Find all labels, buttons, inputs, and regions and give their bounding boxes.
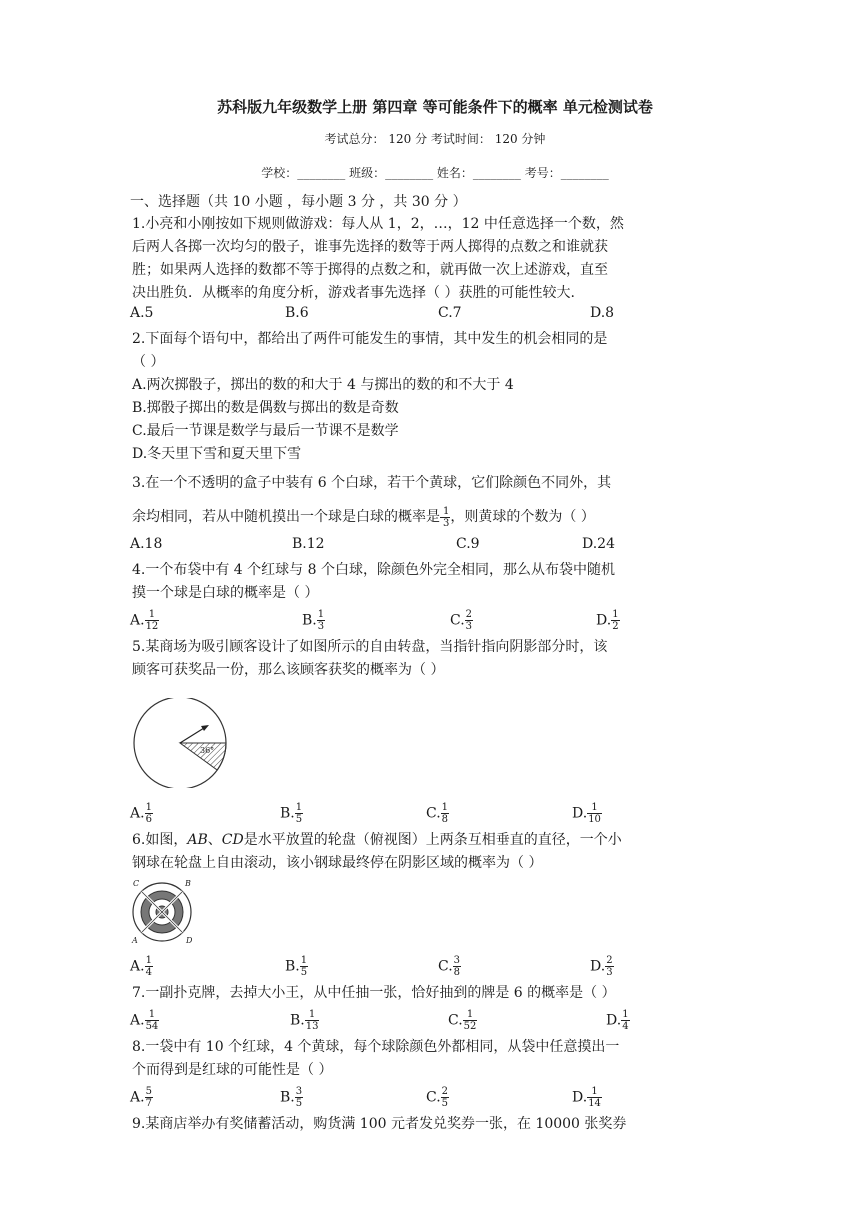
- q1-option-c: C.7: [438, 305, 462, 321]
- question-6: 6.如图，AB、CD是水平放置的轮盘（俯视图）上两条互相垂直的直径，一个小 钢球在轮盘上自由滚动，该小钢球最终停在阴影区域的概率为（ ） C B A D A. $\frac{1}{4}$ B. $\frac{1}{5}$ C. $\frac{3}{8}$ D. $\frac{2}{3}$: [130, 829, 740, 982]
- q4-option-c: C. $\frac{2}{3}$: [450, 609, 473, 632]
- wheel-label-d: D: [186, 936, 193, 945]
- q6-option-d: D. $\frac{2}{3}$: [590, 955, 613, 978]
- q5-option-b: B. $\frac{1}{5}$: [280, 802, 303, 825]
- q6-options: [130, 951, 740, 982]
- q3-line-text: 余均相同，若从中随机摸出一个球是白球的概率是: [132, 509, 440, 525]
- q1-line: 决出胜负．从概率的角度分析，游戏者事先选择（ ）获胜的可能性较大.: [132, 285, 575, 301]
- spinner-angle-label: 36°: [200, 746, 215, 755]
- q8-option-d: D. $\frac{1}{14}$: [572, 1086, 601, 1109]
- q7-options: [130, 1005, 740, 1036]
- q6-ab: AB: [187, 832, 208, 848]
- question-4: [130, 559, 740, 636]
- q3-fraction: $\frac{1}{3}$: [440, 506, 450, 529]
- q8-line: 个而得到是红球的可能性是（ ）: [132, 1062, 333, 1078]
- page-title: 苏科版九年级数学上册 第四章 等可能条件下的概率 单元检测试卷: [217, 98, 653, 116]
- q1-option-a: A.5: [130, 305, 154, 321]
- q3-options: [130, 536, 740, 559]
- concentric-wheel-diagram: [130, 877, 200, 945]
- q4-options: [130, 605, 740, 636]
- question-7: [130, 982, 740, 1036]
- q2-option-c: C.最后一节课是数学与最后一节课不是数学: [132, 423, 399, 439]
- q3-option-c: C.9: [456, 536, 480, 552]
- q4-option-b: B. $\frac{1}{3}$: [302, 609, 325, 632]
- q8-line: 8.一袋中有 10 个红球，4 个黄球，每个球除颜色外都相同，从袋中任意摸出一: [132, 1039, 620, 1055]
- q1-option-b: B.6: [285, 305, 309, 321]
- section-heading: 一、选择题（共 10 小题 ，每小题 3 分 ，共 30 分 ）: [130, 194, 467, 210]
- q8-option-b: B. $\frac{3}{5}$: [280, 1086, 303, 1109]
- question-2: [130, 328, 740, 466]
- wheel-label-c: C: [133, 879, 140, 888]
- q2-line: 2.下面每个语句中，都给出了两件可能发生的事情，其中发生的机会相同的是: [132, 331, 608, 347]
- q2-option-b: B.掷骰子掷出的数是偶数与掷出的数是奇数: [132, 400, 399, 416]
- spinner-figure: [130, 698, 740, 792]
- exam-meta: 考试总分： 120 分 考试时间： 120 分钟: [324, 132, 546, 146]
- q3-option-d: D.24: [582, 536, 615, 552]
- q7-option-c: C. $\frac{1}{52}$: [448, 1009, 477, 1032]
- q8-options: [130, 1082, 740, 1113]
- q3-line-text: ，则黄球的个数为（ ）: [450, 509, 595, 525]
- q4-line: 4.一个布袋中有 4 个红球与 8 个白球，除颜色外完全相同，那么从布袋中随机: [132, 562, 615, 578]
- q5-option-c: C. $\frac{1}{8}$: [426, 802, 449, 825]
- q6-line: 钢球在轮盘上自由滚动，该小钢球最终停在阴影区域的概率为（ ）: [132, 855, 543, 871]
- q6-option-a: A. $\frac{1}{4}$: [130, 955, 152, 978]
- question-3: [130, 466, 740, 559]
- q5-line: 5.某商场为吸引顾客设计了如图所示的自由转盘，当指针指向阴影部分时，该: [132, 639, 608, 655]
- q9-line: 9.某商店举办有奖储蓄活动，购货满 100 元者发兑奖券一张，在 10000 张奖券: [132, 1116, 627, 1132]
- q1-options: [130, 305, 740, 328]
- spinner-wheel-diagram: [130, 698, 230, 788]
- q4-option-d: D. $\frac{1}{2}$: [596, 609, 619, 632]
- q1-line: 1.小亮和小刚按如下规则做游戏：每人从 1，2，…，12 中任意选择一个数，然: [132, 216, 624, 232]
- q5-options: [130, 798, 740, 829]
- q3-line: 3.在一个不透明的盒子中装有 6 个白球，若干个黄球，它们除颜色不同外，其: [132, 475, 612, 491]
- q8-option-c: C. $\frac{2}{5}$: [426, 1086, 449, 1109]
- q1-option-d: D.8: [590, 305, 615, 321]
- q6-cd: CD: [221, 832, 244, 848]
- q1-line: 胜；如果两人选择的数都不等于掷得的点数之和，就再做一次上述游戏，直至: [132, 262, 608, 278]
- q7-option-d: D. $\frac{1}{4}$: [606, 1009, 629, 1032]
- q7-option-b: B. $\frac{1}{13}$: [290, 1009, 319, 1032]
- question-1: [130, 213, 740, 328]
- student-info-fields: 学校：________ 班级：________ 姓名：________ 考号：________: [261, 166, 609, 180]
- q4-option-a: A. $\frac{1}{12}$: [130, 609, 159, 632]
- question-5: [130, 636, 740, 829]
- q6-option-b: B. $\frac{1}{5}$: [285, 955, 308, 978]
- q3-option-b: B.12: [292, 536, 325, 552]
- question-9: [130, 1113, 740, 1136]
- q5-line: 顾客可获奖品一份，那么该顾客获奖的概率为（ ）: [132, 662, 445, 678]
- q1-line: 后两人各掷一次均匀的骰子，谁事先选择的数等于两人掷得的点数之和谁就获: [132, 239, 608, 255]
- q5-option-a: A. $\frac{1}{6}$: [130, 802, 152, 825]
- question-8: [130, 1036, 740, 1113]
- q7-option-a: A. $\frac{1}{54}$: [130, 1009, 159, 1032]
- q2-line: （ ）: [132, 354, 165, 370]
- wheel-label-b: B: [185, 879, 191, 888]
- exam-page: [130, 96, 740, 1136]
- q3-option-a: A.18: [130, 536, 163, 552]
- q2-option-d: D.冬天里下雪和夏天里下雪: [132, 446, 302, 462]
- q5-option-d: D. $\frac{1}{10}$: [572, 802, 601, 825]
- wheel-figure: [130, 877, 740, 949]
- wheel-label-a: A: [132, 936, 138, 945]
- q8-option-a: A. $\frac{5}{7}$: [130, 1086, 152, 1109]
- q2-option-a: A.两次掷骰子，掷出的数的和大于 4 与掷出的数的和不大于 4: [132, 377, 514, 393]
- q6-option-c: C. $\frac{3}{8}$: [438, 955, 461, 978]
- q4-line: 摸一个球是白球的概率是（ ）: [132, 585, 319, 601]
- q7-line: 7.一副扑克牌，去掉大小王，从中任抽一张，恰好抽到的牌是 6 的概率是（ ）: [132, 985, 616, 1001]
